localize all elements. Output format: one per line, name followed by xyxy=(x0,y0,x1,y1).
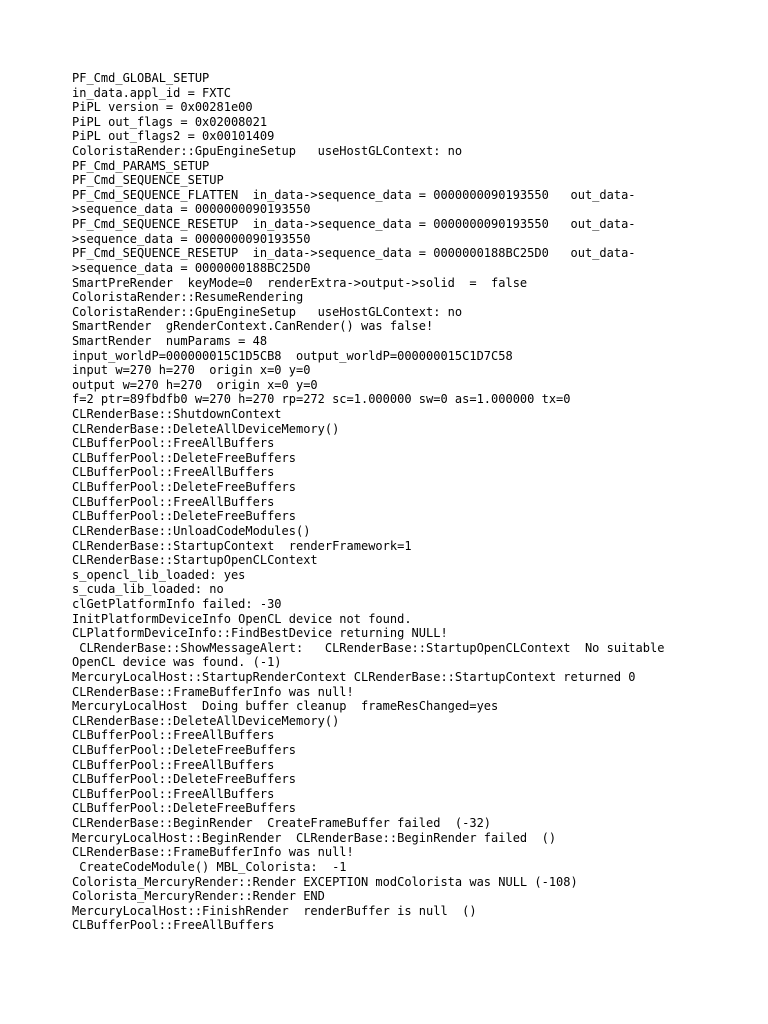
log-line: CLBufferPool::FreeAllBuffers xyxy=(72,465,275,480)
log-line: s_opencl_lib_loaded: yes xyxy=(72,567,246,582)
log-line: CLBufferPool::FreeAllBuffers xyxy=(72,728,275,743)
log-line: InitPlatformDeviceInfo OpenCL device not found. xyxy=(72,611,412,626)
log-line: CLBufferPool::DeleteFreeBuffers xyxy=(72,480,296,495)
log-line: SmartPreRender keyMode=0 renderExtra->output->solid = false xyxy=(72,275,528,290)
log-line: CLBufferPool::DeleteFreeBuffers xyxy=(72,743,296,758)
log-line: CLBufferPool::FreeAllBuffers xyxy=(72,436,275,451)
log-line: PiPL out_flags2 = 0x00101409 xyxy=(72,129,275,144)
log-line: >sequence_data = 0000000090193550 xyxy=(72,202,311,217)
log-line: CLRenderBase::ShutdownContext xyxy=(72,407,282,422)
log-line: clGetPlatformInfo failed: -30 xyxy=(72,596,282,611)
log-line: CLRenderBase::DeleteAllDeviceMemory() xyxy=(72,421,340,436)
log-line: ColoristaRender::ResumeRendering xyxy=(72,290,304,305)
log-line: MercuryLocalHost::StartupRenderContext CLRenderBase::StartupContext returned 0 xyxy=(72,669,636,684)
log-line: >sequence_data = 0000000090193550 xyxy=(72,231,311,246)
log-line: MercuryLocalHost Doing buffer cleanup frameResChanged=yes xyxy=(72,699,499,714)
log-line: f=2 ptr=89fbdfb0 w=270 h=270 rp=272 sc=1.000000 sw=0 as=1.000000 tx=0 xyxy=(72,392,571,407)
log-line: CLRenderBase::FrameBufferInfo was null! xyxy=(72,845,354,860)
log-line: PF_Cmd_SEQUENCE_SETUP xyxy=(72,173,224,188)
log-line: ColoristaRender::GpuEngineSetup useHostGLContext: no xyxy=(72,144,463,159)
log-line: SmartRender numParams = 48 xyxy=(72,333,268,348)
log-line: PF_Cmd_SEQUENCE_RESETUP in_data->sequence_data = 0000000188BC25D0 out_data- xyxy=(72,246,636,261)
log-line: PiPL out_flags = 0x02008021 xyxy=(72,114,268,129)
log-line: PF_Cmd_GLOBAL_SETUP xyxy=(72,71,210,85)
log-line: input w=270 h=270 origin x=0 y=0 xyxy=(72,363,311,378)
log-line: MercuryLocalHost::FinishRender renderBuffer is null () xyxy=(72,903,477,918)
log-line: CLRenderBase::BeginRender CreateFrameBuffer failed (-32) xyxy=(72,816,492,831)
log-line: CLRenderBase::ShowMessageAlert: CLRenderBase::StartupOpenCLContext No suitable xyxy=(72,640,665,655)
log-line: CLBufferPool::FreeAllBuffers xyxy=(72,494,275,509)
log-line: CLRenderBase::DeleteAllDeviceMemory() xyxy=(72,713,340,728)
log-line: CLBufferPool::FreeAllBuffers xyxy=(72,757,275,772)
log-line: SmartRender gRenderContext.CanRender() was false! xyxy=(72,319,434,334)
log-line: OpenCL device was found. (-1) xyxy=(72,655,282,670)
log-line: input_worldP=000000015C1D5CB8 output_worldP=000000015C1D7C58 xyxy=(72,348,513,363)
log-line: in_data.appl_id = FXTC xyxy=(72,85,231,100)
log-line: CLBufferPool::DeleteFreeBuffers xyxy=(72,450,296,465)
log-line: CLBufferPool::DeleteFreeBuffers xyxy=(72,772,296,787)
log-line: CLRenderBase::StartupContext renderFramework=1 xyxy=(72,538,412,553)
log-line: MercuryLocalHost::BeginRender CLRenderBase::BeginRender failed () xyxy=(72,830,557,845)
log-line: s_cuda_lib_loaded: no xyxy=(72,582,224,597)
log-line: PF_Cmd_PARAMS_SETUP xyxy=(72,158,210,173)
log-line: PF_Cmd_SEQUENCE_FLATTEN in_data->sequence_data = 0000000090193550 out_data- xyxy=(72,187,636,202)
log-line: Colorista_MercuryRender::Render END xyxy=(72,889,325,904)
log-line: >sequence_data = 0000000188BC25D0 xyxy=(72,260,311,275)
log-line: CLBufferPool::DeleteFreeBuffers xyxy=(72,509,296,524)
log-text-block xyxy=(72,71,664,933)
log-line: CLRenderBase::StartupOpenCLContext xyxy=(72,553,318,568)
log-line: CLRenderBase::UnloadCodeModules() xyxy=(72,523,311,538)
log-line: CLBufferPool::FreeAllBuffers xyxy=(72,918,275,933)
log-line: ColoristaRender::GpuEngineSetup useHostGLContext: no xyxy=(72,304,463,319)
log-line: CreateCodeModule() MBL_Colorista: -1 xyxy=(72,859,347,874)
log-line: CLBufferPool::FreeAllBuffers xyxy=(72,786,275,801)
log-line: PiPL version = 0x00281e00 xyxy=(72,100,253,115)
log-line: CLRenderBase::FrameBufferInfo was null! xyxy=(72,684,354,699)
log-line: CLBufferPool::DeleteFreeBuffers xyxy=(72,801,296,816)
log-line: Colorista_MercuryRender::Render EXCEPTION modColorista was NULL (-108) xyxy=(72,874,578,889)
log-line: output w=270 h=270 origin x=0 y=0 xyxy=(72,377,318,392)
log-line: PF_Cmd_SEQUENCE_RESETUP in_data->sequence_data = 0000000090193550 out_data- xyxy=(72,217,636,232)
log-line: CLPlatformDeviceInfo::FindBestDevice returning NULL! xyxy=(72,626,448,641)
